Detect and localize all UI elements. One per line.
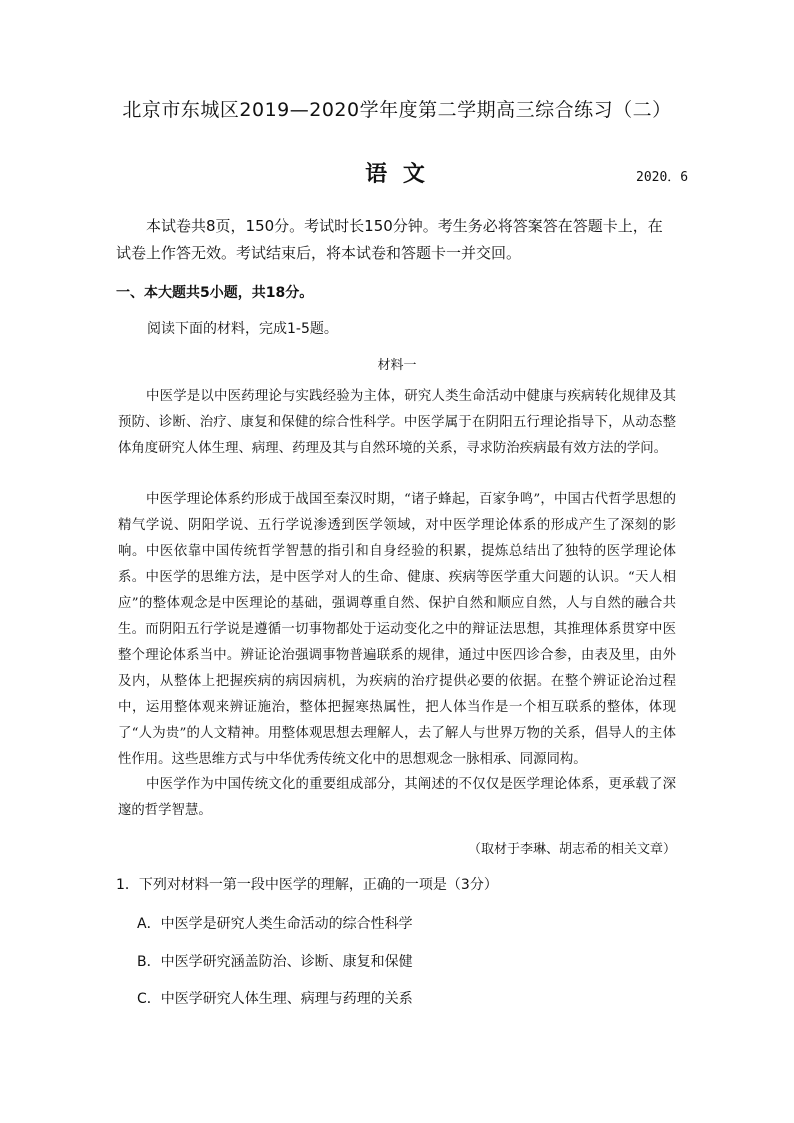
exam-instructions: 本试卷共8页，150分。考试时长150分钟。考生务必将答案答在答题卡上，在试卷上作答无效。考试结束后，将本试卷和答题卡一并交回。	[116, 217, 663, 262]
question-1-option-a: A．中医学是研究人类生命活动的综合性科学	[137, 916, 413, 932]
material-paragraph-2: 中医学理论体系约形成于战国至秦汉时期，“诸子蜂起，百家争鸣”，中国古代哲学思想的精气学说、阴阳学说、五行学说渗透到医学领域，对中医学理论体系的形成产生了深刻的影响。中医依靠中国传统哲学智慧的指引和自身经验的积累，提炼总结出了独特的医学理论体系。中医学的思维方法，是中医学对人的生命、健康、疾病等医学重大问题的认识。“天人相应”的整体观念是中医理论的基础，强调尊重自然、保护自然和顺应自然，人与自然的融合共生。而阴阳五行学说是遵循一切事物都处于运动变化之中的辩证法思想，其推理体系贯穿中医整个理论体系当中。辨证论治强调事物普遍联系的规律，通过中医四诊合参，由表及里，由外及内，从整体上把握疾病的病因病机，为疾病的治疗提供必要的依据。在整个辨证论治过程中，运用整体观来辨证施治，整体把握寒热属性，把人体当作是一个相互联系的整体，体现了“人为贵”的人文精神。用整体观思想去理解人，去了解人与世界万物的关系，倡导人的主体性作用。这些思维方式与中华优秀传统文化中的思想观念一脉相承、同源同构。	[118, 492, 676, 767]
reading-note: 阅读下面的材料，完成1-5题。	[147, 321, 338, 337]
material-source: （取材于李琳、胡志希的相关文章）	[467, 842, 676, 857]
exam-title: 北京市东城区2019—2020学年度第二学期高三综合练习（二）	[122, 99, 672, 121]
question-1-stem: 1．下列对材料一第一段中医学的理解，正确的一项是（3分）	[116, 877, 498, 893]
question-1-option-b: B．中医学研究涵盖防治、诊断、康复和保健	[137, 954, 413, 970]
material-paragraph-1: 中医学是以中医药理论与实践经验为主体，研究人类生命活动中健康与疾病转化规律及其预防、诊断、治疗、康复和保健的综合性科学。中医学属于在阴阳五行理论指导下，从动态整体角度研究人体生理、病理、药理及其与自然环境的关系，寻求防治疾病最有效方法的学问。	[118, 389, 676, 456]
subject-title: 语 文	[365, 162, 429, 187]
material-paragraph-3: 中医学作为中国传统文化的重要组成部分，其阐述的不仅仅是医学理论体系，更承载了深邃的哲学智慧。	[118, 777, 676, 818]
material-title: 材料一	[377, 358, 417, 373]
question-1-option-c: C．中医学研究人体生理、病理与药理的关系	[137, 991, 413, 1007]
exam-date: 2020．6	[636, 170, 689, 185]
section-heading: 一、本大题共5小题，共18分。	[116, 285, 314, 301]
